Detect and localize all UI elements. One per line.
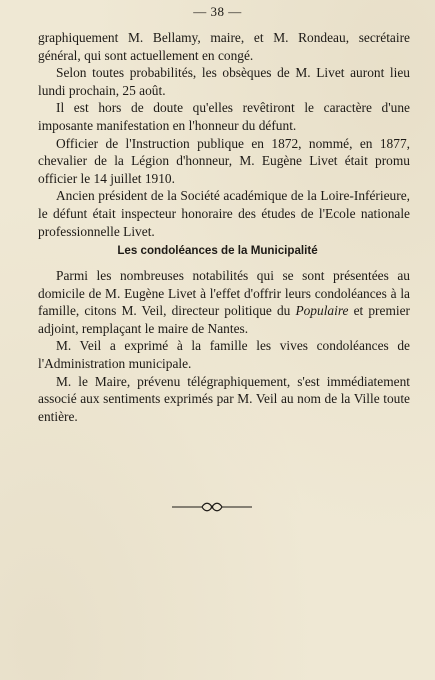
page-number: — 38 — (193, 4, 242, 19)
paragraph-society: Ancien président de la Société académique de la Loire-Inférieure, le défunt était inspecteur honoraire des études de l'Ecole nationale professionnelle Livet. (38, 188, 410, 239)
paragraph-notabilities-start: Parmi les nombreuses notabilités qui se sont présentées au domicile de M. Eugène Livet à l'effet d'offrir leurs condoléances à la famille, citons M. Veil, directeur politique du (38, 268, 410, 319)
paragraph-mayor: M. le Maire, prévenu télégraphiquement, s'est immédiatement associé aux sentiments exprimés par M. Veil au nom de la Ville toute entière. (38, 373, 410, 424)
paragraph-manifestation: Il est hors de doute qu'elles revêtiront le caractère d'une imposante manifestation en l'honneur du défunt. (38, 100, 410, 133)
paragraph-notabilities (38, 267, 410, 337)
section-heading: Les condoléances de la Municipalité (117, 244, 318, 257)
decorative-rule-icon (172, 500, 252, 514)
paragraph-honors: Officier de l'Instruction publique en 1872, nommé, en 1877, chevalier de la Légion d'honneur, M. Eugène Livet était promu officier le 14 juillet 1910. (38, 135, 410, 186)
condolences-section (38, 267, 410, 425)
obituary-section (38, 29, 410, 240)
newspaper-title: Populaire (295, 303, 349, 319)
paragraph-continuation: graphiquement M. Bellamy, maire, et M. Rondeau, secrétaire général, qui sont actuellement en congé. (38, 30, 410, 63)
paragraph-veil-condolences: M. Veil a exprimé à la famille les vives condoléances de l'Administration municipale. (38, 338, 410, 371)
paragraph-notabilities-end: et premier adjoint, remplaçant le maire de Nantes. (38, 303, 410, 336)
paragraph-funeral-date: Selon toutes probabilités, les obsèques de M. Livet auront lieu lundi prochain, 25 août. (38, 65, 410, 98)
